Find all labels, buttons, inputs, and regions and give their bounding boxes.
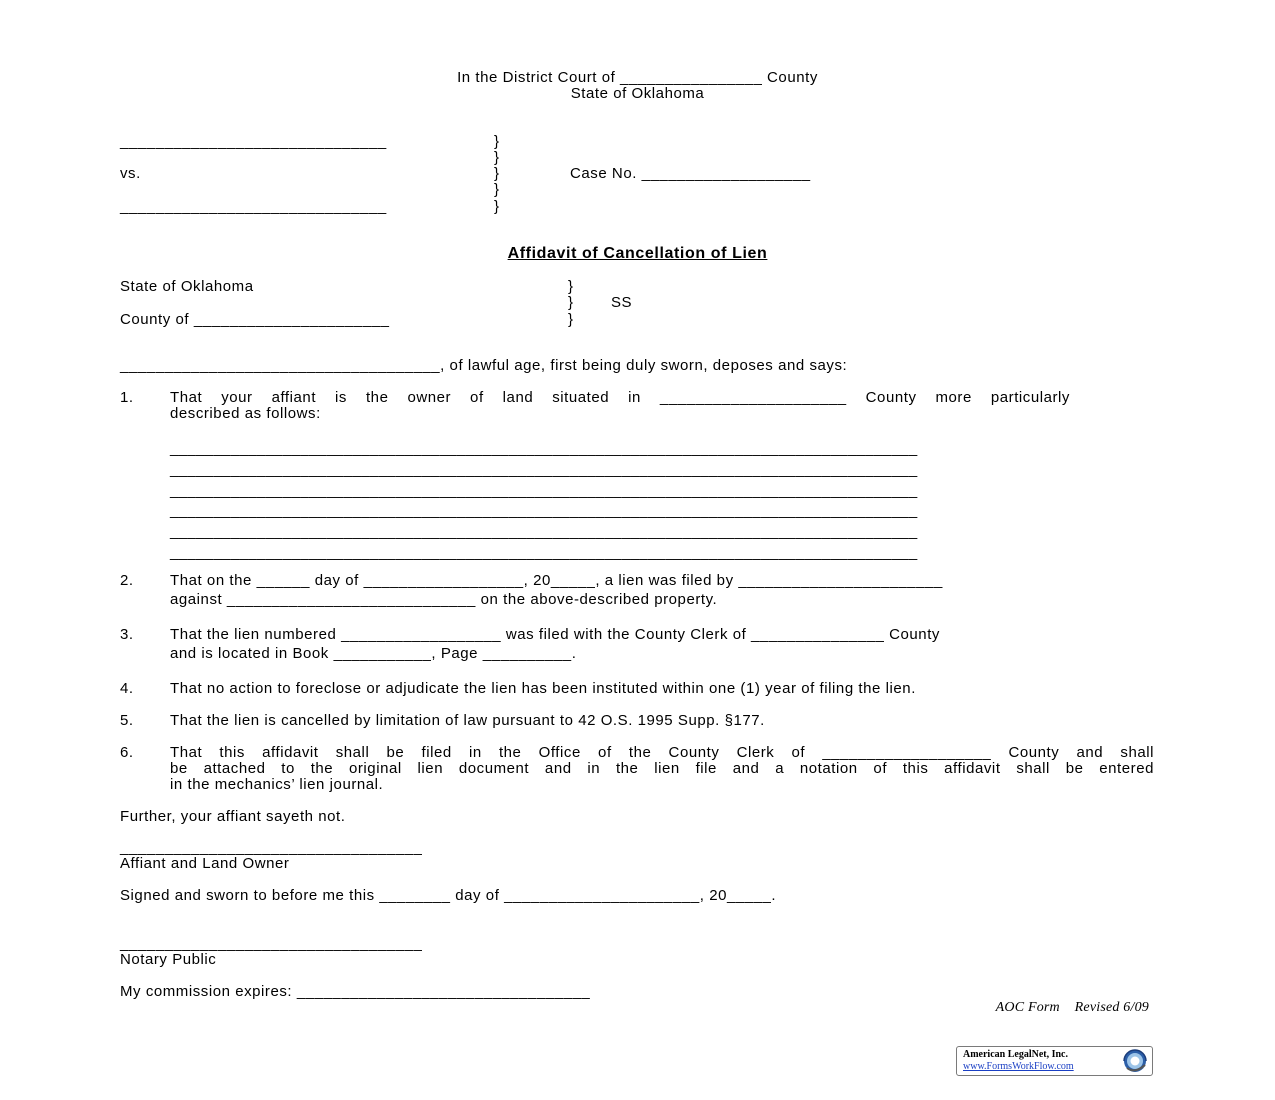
- item-number: 2.: [120, 572, 134, 589]
- ss-label: SS: [611, 294, 633, 311]
- item-number: 3.: [120, 626, 134, 643]
- defendant-blank[interactable]: ______________________________: [120, 198, 387, 215]
- jurat-statement[interactable]: Signed and sworn to before me this ________ day of ______________________, 20_____.: [120, 887, 777, 904]
- item-6-text[interactable]: That this affidavit shall be filed in the Office of the County Clerk of ___________________ County and shall: [170, 744, 1154, 761]
- description-line[interactable]: ______________________________________________________________________________________: [170, 523, 918, 540]
- item-1-text[interactable]: That your affiant is the owner of land situated in _____________________ County more particularly: [170, 389, 1070, 406]
- caption-bracket: }: [494, 149, 500, 166]
- venue-county-field[interactable]: County of ______________________: [120, 311, 390, 328]
- notary-signature-line[interactable]: __________________________________: [120, 935, 423, 952]
- item-2-text[interactable]: That on the ______ day of __________________, 20_____, a lien was filed by _______________________: [170, 572, 943, 589]
- affiant-intro[interactable]: ____________________________________, of lawful age, first being duly sworn, deposes and says:: [120, 357, 848, 374]
- item-number: 1.: [120, 389, 134, 406]
- document-title: Affidavit of Cancellation of Lien: [507, 245, 768, 262]
- commission-expiry-field[interactable]: My commission expires: _________________________________: [120, 983, 591, 1000]
- description-line[interactable]: ______________________________________________________________________________________: [170, 544, 918, 561]
- notary-signature-label: Notary Public: [120, 951, 217, 968]
- item-4-text: That no action to foreclose or adjudicate the lien has been instituted within one (1) year of filing the lien.: [170, 680, 916, 697]
- item-3-text-cont[interactable]: and is located in Book ___________, Page __________.: [170, 645, 577, 662]
- publisher-name: American LegalNet, Inc.: [963, 1049, 1068, 1060]
- caption-bracket: }: [494, 133, 500, 150]
- item-1-text-cont: described as follows:: [170, 405, 321, 422]
- item-5-text: That the lien is cancelled by limitation of law pursuant to 42 O.S. 1995 Supp. §177.: [170, 712, 765, 729]
- publisher-badge[interactable]: [956, 1046, 1153, 1076]
- item-number: 4.: [120, 680, 134, 697]
- case-number-field[interactable]: Case No. ___________________: [570, 165, 811, 182]
- plaintiff-blank[interactable]: ______________________________: [120, 133, 387, 150]
- item-6-text-cont: be attached to the original lien document and in the lien file and a notation of this affidavit shall be entered: [170, 760, 1154, 777]
- affiant-signature-label: Affiant and Land Owner: [120, 855, 290, 872]
- description-line[interactable]: ______________________________________________________________________________________: [170, 440, 918, 457]
- item-3-text[interactable]: That the lien numbered __________________ was filed with the County Clerk of _______________ County: [170, 626, 940, 643]
- caption-bracket: }: [494, 165, 500, 182]
- description-line[interactable]: ______________________________________________________________________________________: [170, 502, 918, 519]
- item-2-text-cont[interactable]: against ____________________________ on the above-described property.: [170, 591, 718, 608]
- court-heading: In the District Court of ________________ County: [457, 69, 818, 86]
- state-heading: State of Oklahoma: [570, 85, 705, 102]
- item-number: 5.: [120, 712, 134, 729]
- venue-bracket: }: [568, 278, 574, 295]
- further-statement: Further, your affiant sayeth not.: [120, 808, 346, 825]
- description-line[interactable]: ______________________________________________________________________________________: [170, 461, 918, 478]
- form-id: AOC Form Revised 6/09: [995, 1000, 1149, 1015]
- venue-bracket: }: [568, 294, 574, 311]
- item-number: 6.: [120, 744, 134, 761]
- globe-logo-icon: [1118, 1048, 1150, 1074]
- affiant-signature-line[interactable]: __________________________________: [120, 839, 423, 856]
- description-line[interactable]: ______________________________________________________________________________________: [170, 482, 918, 499]
- venue-state: State of Oklahoma: [120, 278, 254, 295]
- vs-label: vs.: [120, 165, 141, 182]
- venue-bracket: }: [568, 311, 574, 328]
- caption-bracket: }: [494, 198, 500, 215]
- publisher-link[interactable]: www.FormsWorkFlow.com: [963, 1061, 1074, 1072]
- item-6-text-end: in the mechanics’ lien journal.: [170, 776, 384, 793]
- caption-bracket: }: [494, 181, 500, 198]
